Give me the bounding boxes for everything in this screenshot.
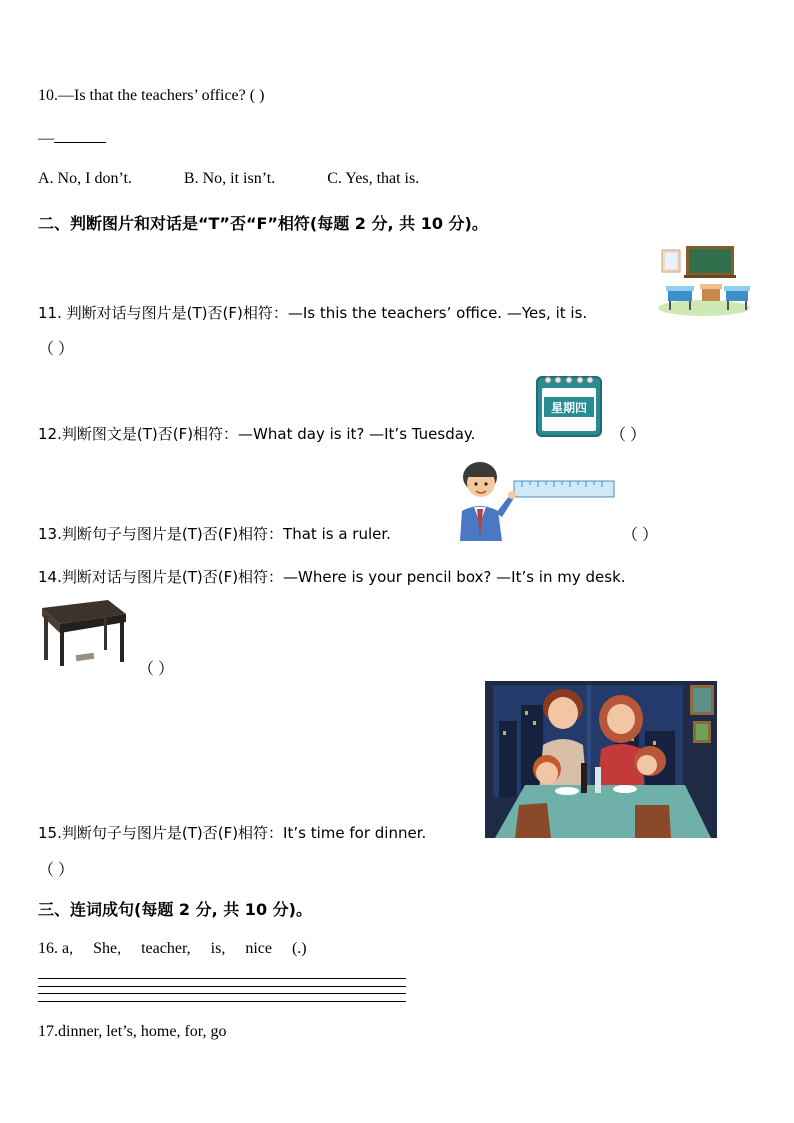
q13-text: 13.判断句子与图片是(T)否(F)相符：That is a ruler.: [38, 525, 391, 543]
q17-words: 17.dinner, let’s, home, for, go: [38, 1023, 227, 1040]
q12-answer-paren[interactable]: （ ）: [610, 427, 647, 444]
option-b[interactable]: B. No, it isn’t.: [183, 170, 276, 187]
q15-text: 15.判断句子与图片是(T)否(F)相符：It’s time for dinner.: [38, 824, 427, 842]
q10-options: [38, 170, 471, 188]
q16-words: 16. a, She, teacher, is, nice (.): [38, 940, 307, 957]
calendar-label: 星期四: [550, 401, 588, 415]
q12-text: 12.判断图文是(T)否(F)相符：—What day is it? —It’s Tuesday.: [38, 425, 476, 443]
q14-text: 14.判断对话与图片是(T)否(F)相符：—Where is your pencil box? —It’s in my desk.: [38, 568, 626, 586]
calendar-icon: [535, 372, 603, 438]
q11-answer-paren[interactable]: （ ）: [38, 341, 75, 358]
writing-line[interactable]: [38, 986, 406, 987]
option-c[interactable]: C. Yes, that is.: [327, 170, 420, 187]
q10-question: 10.—Is that the teachers’ office? ( ): [38, 87, 265, 104]
q11-text: 11. 判断对话与图片是(T)否(F)相符：—Is this the teachers’ office. —Yes, it is.: [38, 304, 588, 322]
q10-answer-line: [38, 128, 106, 148]
writing-line[interactable]: [38, 1001, 406, 1002]
writing-line[interactable]: [38, 993, 406, 994]
writing-line[interactable]: [38, 978, 406, 979]
answer-blank[interactable]: [54, 128, 106, 143]
desk-icon: [38, 598, 130, 668]
section2-title: 二、判断图片和对话是“T”否“F”相符(每题 2 分, 共 10 分)。: [38, 214, 488, 233]
family-dinner-icon: [485, 681, 717, 838]
q15-answer-paren[interactable]: （ ）: [38, 862, 75, 879]
answer-dash: —: [38, 130, 54, 147]
section3-title: 三、连词成句(每题 2 分, 共 10 分)。: [38, 900, 312, 919]
classroom-icon: [656, 244, 752, 316]
boy-ruler-icon: [446, 457, 618, 541]
q13-answer-paren[interactable]: （ ）: [622, 527, 659, 544]
q14-answer-paren[interactable]: （ ）: [138, 661, 175, 678]
option-a[interactable]: A. No, I don’t.: [38, 170, 132, 187]
